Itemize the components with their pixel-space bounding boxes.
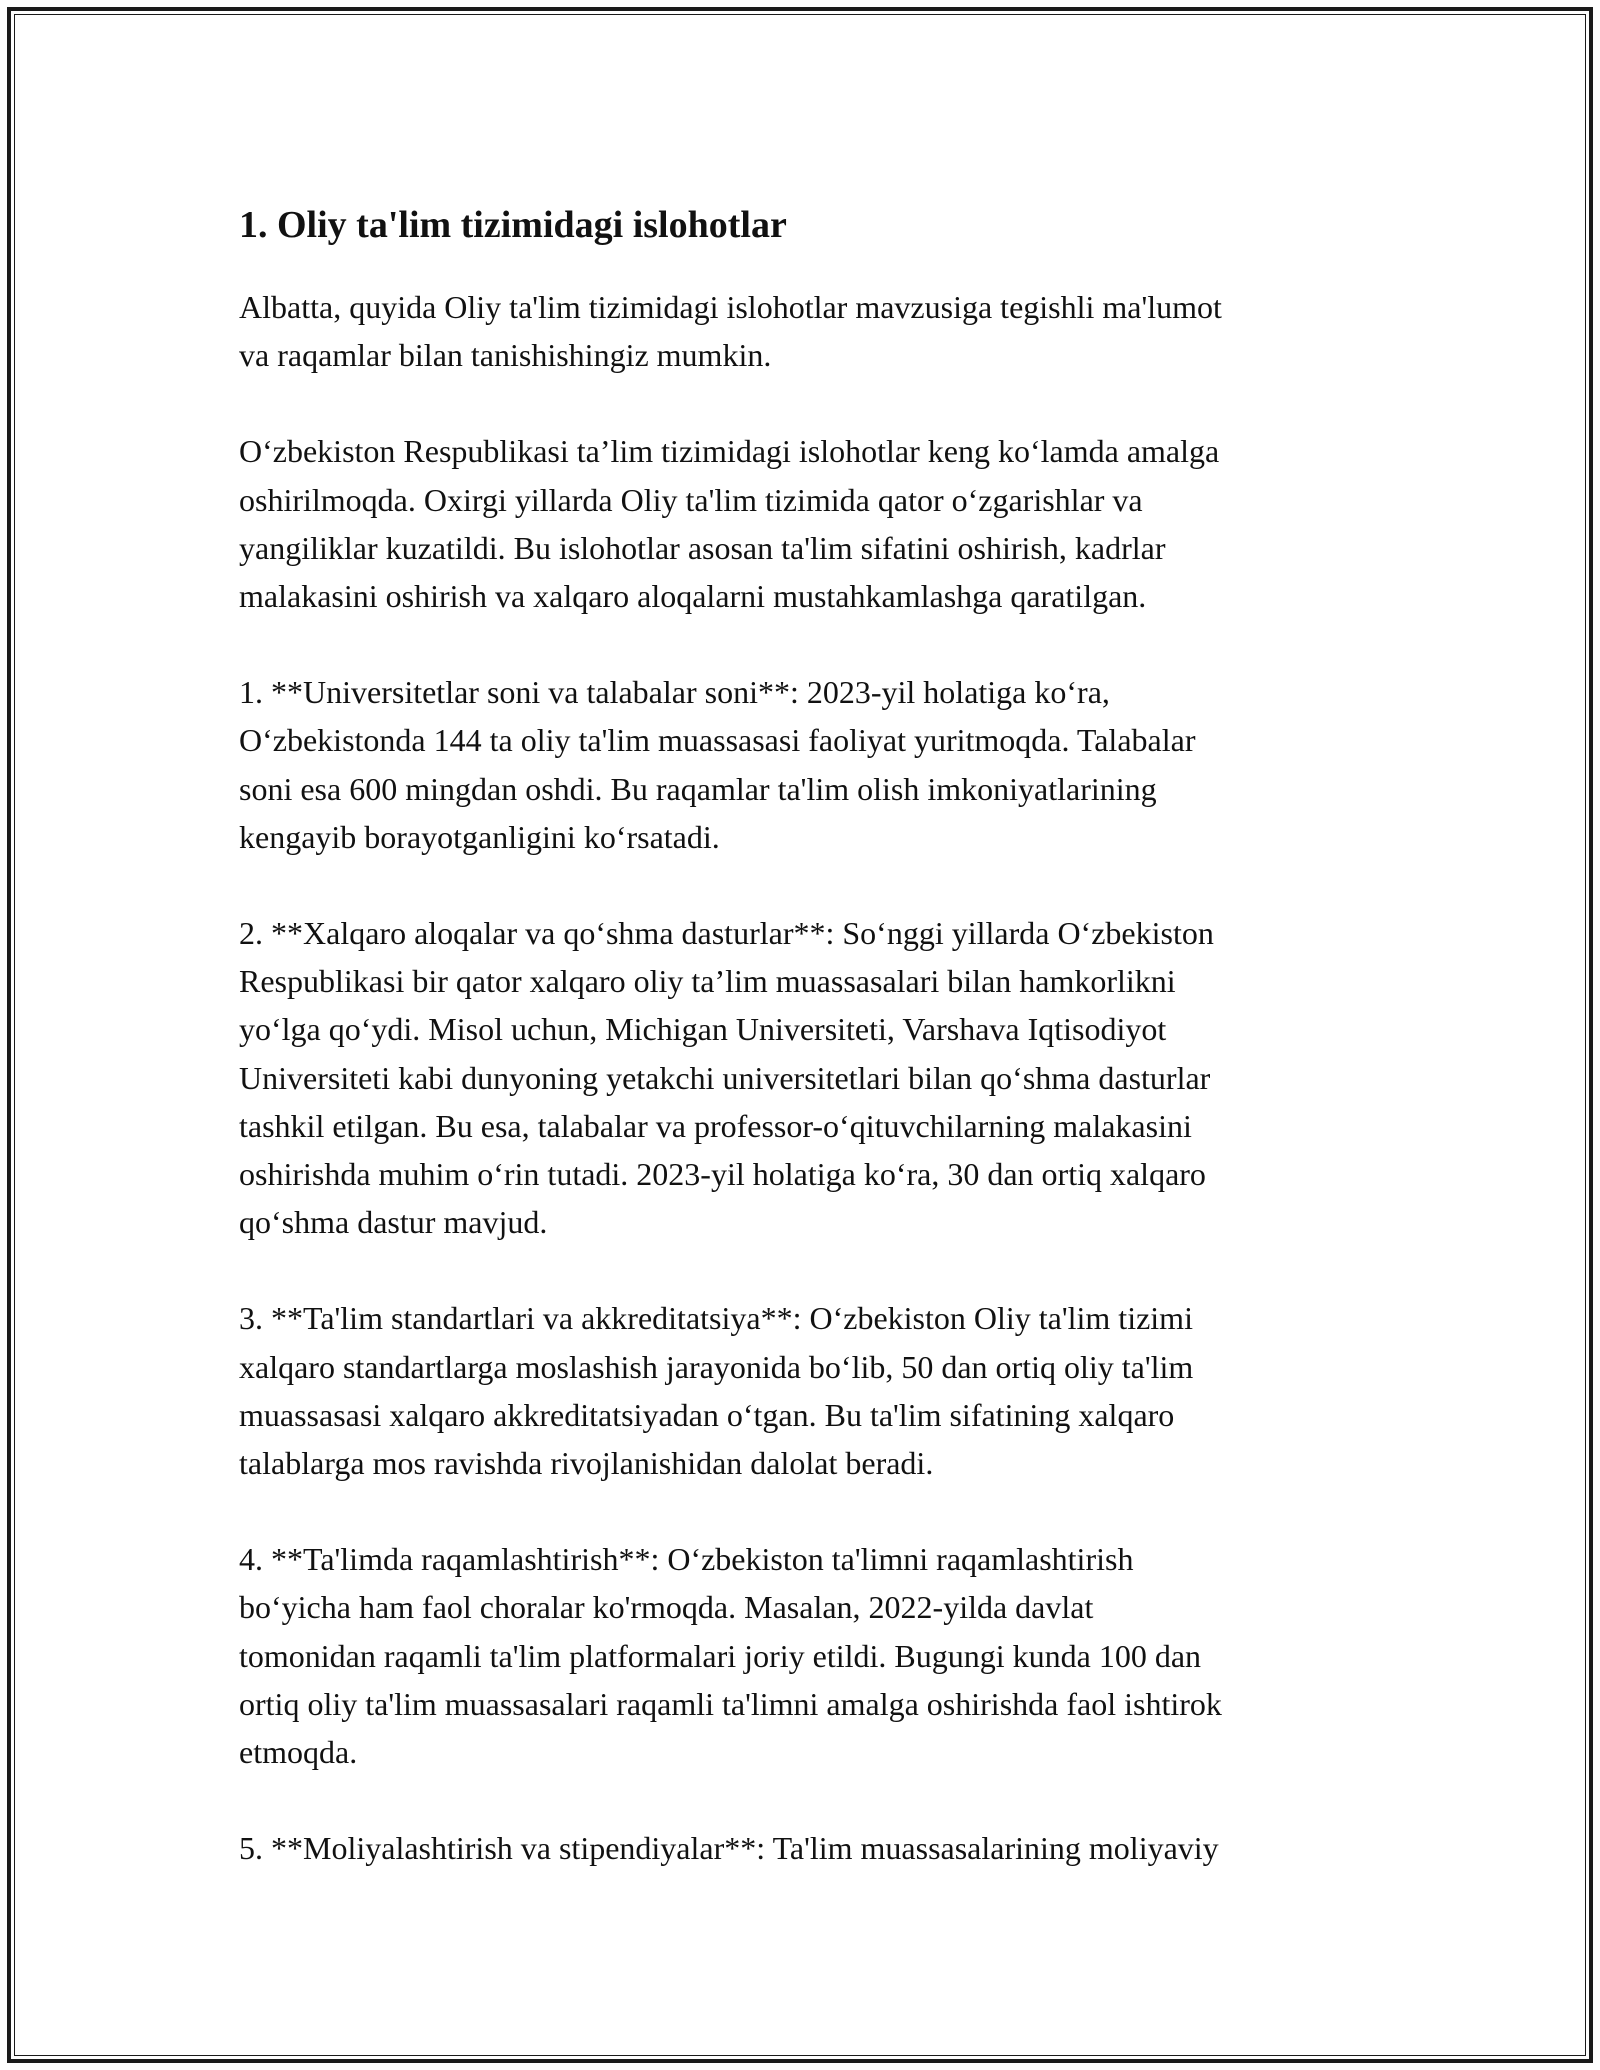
list-item-universities: 1. **Universitetlar soni va talabalar soni**: 2023-yil holatiga koʻra, Oʻzbekistonda 144 ta oliy ta'lim muassasasi faoliyat yuritmoqda. Talabalar soni esa 600 mingdan oshdi. Bu raqamlar ta'lim olish imkoniyatlarining kengayib borayotganligini koʻrsatadi.: [239, 674, 1196, 855]
list-item-international: 2. **Xalqaro aloqalar va qoʻshma dasturlar**: Soʻnggi yillarda Oʻzbekiston Respublikasi bir qator xalqaro oliy ta’lim muassasalari bilan hamkorlikni yoʻlga qoʻydi. Misol uchun, Michigan Universiteti, Varshava Iqtisodiyot Universiteti kabi dunyoning yetakchi universitetlari bilan qoʻshma dasturlar tashkil etilgan. Bu esa, talabalar va professor-oʻqituvchilarning malakasini oshirishda muhim oʻrin tutadi. 2023-yil holatiga koʻra, 30 dan ortiq xalqaro qoʻshma dastur mavjud.: [239, 915, 1214, 1241]
list-item-digitalization: 4. **Ta'limda raqamlashtirish**: Oʻzbekiston ta'limni raqamlashtirish boʻyicha ham faol choralar ko'rmoqda. Masalan, 2022-yilda davlat tomonidan raqamli ta'lim platformalari joriy etildi. Bugungi kunda 100 dan ortiq oliy ta'lim muassasalari raqamli ta'limni amalga oshirishda faol ishtirok etmoqda.: [239, 1541, 1222, 1771]
list-item-financing: 5. **Moliyalashtirish va stipendiyalar**: Ta'lim muassasalarining moliyaviy: [239, 1830, 1219, 1867]
document-heading: 1. Oliy ta'lim tizimidagi islohotlar: [239, 204, 787, 246]
page-frame: [7, 7, 1593, 2063]
overview-paragraph: Oʻzbekiston Respublikasi ta’lim tizimidagi islohotlar keng koʻlamda amalga oshirilmoqda. Oxirgi yillarda Oliy ta'lim tizimida qator oʻzgarishlar va yangiliklar kuzatildi. Bu islohotlar asosan ta'lim sifatini oshirish, kadrlar malakasini oshirish va xalqaro aloqalarni mustahkamlashga qaratilgan.: [239, 433, 1220, 615]
list-item-standards: 3. **Ta'lim standartlari va akkreditatsiya**: Oʻzbekiston Oliy ta'lim tizimi xalqaro standartlarga moslashish jarayonida boʻlib, 50 dan ortiq oliy ta'lim muassasasi xalqaro akkreditatsiyadan oʻtgan. Bu ta'lim sifatining xalqaro talablarga mos ravishda rivojlanishidan dalolat beradi.: [239, 1300, 1194, 1482]
intro-paragraph: Albatta, quyida Oliy ta'lim tizimidagi islohotlar mavzusiga tegishli ma'lumot va raqamlar bilan tanishishingiz mumkin.: [239, 289, 1222, 374]
document-content: [239, 197, 1379, 1920]
